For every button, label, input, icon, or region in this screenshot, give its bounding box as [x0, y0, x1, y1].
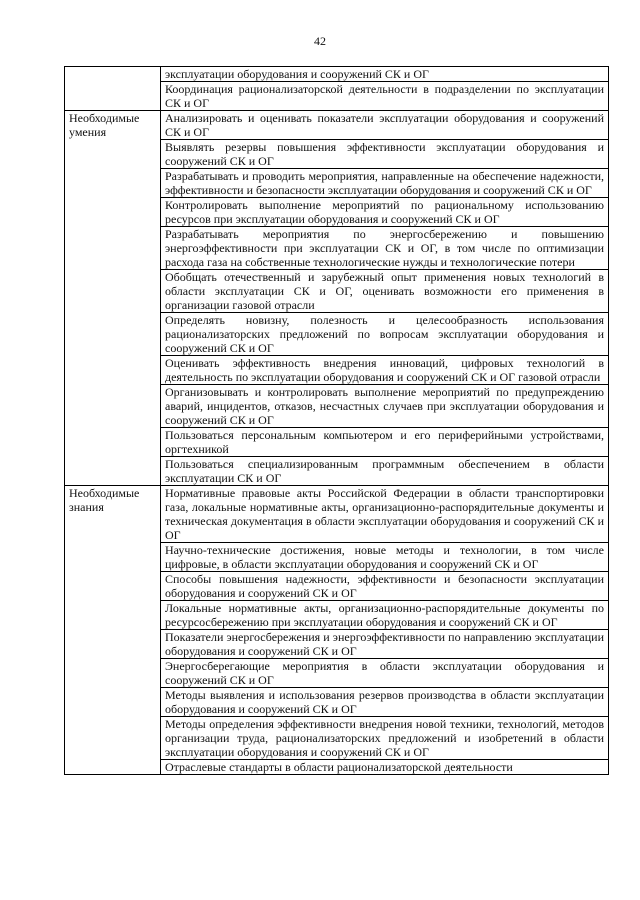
requirement-cell — [161, 572, 609, 601]
requirement-cell — [161, 385, 609, 428]
category-cell — [65, 111, 161, 486]
requirement-text: Разрабатывать и проводить мероприятия, направленные на обеспечение надежности, эффективности и безопасности эксплуатации оборудования и сооружений СК и ОГ — [165, 169, 604, 197]
requirement-text: Методы выявления и использования резервов производства в области эксплуатации оборудования и сооружений СК и ОГ — [165, 688, 604, 716]
requirement-text: Методы определения эффективности внедрения новой техники, технологий, методов организации труда, рационализаторских предложений и изобретений в области эксплуатации оборудования и сооружений СК и ОГ — [165, 717, 604, 759]
requirement-text: Оценивать эффективность внедрения инноваций, цифровых технологий в деятельность по эксплуатации оборудования и сооружений СК и ОГ газовой отрасли — [165, 356, 604, 384]
requirement-text: Разрабатывать мероприятия по энергосбережению и повышению энергоэффективности при эксплуатации СК и ОГ, в том числе по оптимизации расхода газа на собственные технологические нужды и технологические потери — [165, 227, 604, 269]
requirement-cell — [161, 227, 609, 270]
requirement-text: Способы повышения надежности, эффективности и безопасности эксплуатации оборудования и сооружений СК и ОГ — [165, 572, 604, 600]
requirement-cell — [161, 659, 609, 688]
requirement-text: Контролировать выполнение мероприятий по рациональному использованию ресурсов при эксплуатации оборудования и сооружений СК и ОГ — [165, 198, 604, 226]
requirement-text: Локальные нормативные акты, организационно-распорядительные документы по ресурсосбережению при эксплуатации оборудования и сооружений СК и ОГ — [165, 601, 604, 629]
requirement-text: Организовывать и контролировать выполнение мероприятий по предупреждению аварий, инцидентов, отказов, несчастных случаев при эксплуатации оборудования и сооружений СК и ОГ — [165, 385, 604, 427]
requirement-text: Выявлять резервы повышения эффективности эксплуатации оборудования и сооружений СК и ОГ — [165, 140, 604, 168]
table-row — [65, 111, 609, 140]
requirement-text: Отраслевые стандарты в области рационализаторской деятельности — [165, 760, 513, 774]
table-row — [65, 67, 609, 82]
category-label: Необходимые умения — [69, 111, 140, 139]
requirement-cell — [161, 67, 609, 82]
requirement-cell — [161, 140, 609, 169]
table-row — [65, 486, 609, 543]
requirement-text: Обобщать отечественный и зарубежный опыт применения новых технологий в области эксплуатации СК и ОГ, оценивать возможности его применения в организации газовой отрасли — [165, 270, 604, 312]
requirement-text: Координация рационализаторской деятельности в подразделении по эксплуатации СК и ОГ — [165, 82, 604, 110]
requirement-cell — [161, 688, 609, 717]
requirement-cell — [161, 270, 609, 313]
requirement-text: Пользоваться специализированным программным обеспечением в области эксплуатации СК и ОГ — [165, 457, 604, 485]
requirement-cell — [161, 428, 609, 457]
requirement-cell — [161, 82, 609, 111]
category-cell — [65, 486, 161, 775]
category-cell — [65, 67, 161, 111]
requirement-cell — [161, 486, 609, 543]
requirement-text: Анализировать и оценивать показатели эксплуатации оборудования и сооружений СК и ОГ — [165, 111, 604, 139]
requirement-cell — [161, 169, 609, 198]
requirement-cell — [161, 198, 609, 227]
requirement-cell — [161, 457, 609, 486]
requirement-cell — [161, 760, 609, 775]
requirement-text: Определять новизну, полезность и целесообразность использования рационализаторских предложений по вопросам эксплуатации оборудования и сооружений СК и ОГ — [165, 313, 604, 355]
requirement-cell — [161, 630, 609, 659]
requirement-cell — [161, 543, 609, 572]
competency-table — [64, 66, 609, 775]
requirement-text: Показатели энергосбережения и энергоэффективности по направлению эксплуатации оборудования и сооружений СК и ОГ — [165, 630, 604, 658]
requirement-cell — [161, 313, 609, 356]
requirement-text: Пользоваться персональным компьютером и его периферийными устройствами, оргтехникой — [165, 428, 604, 456]
requirement-text: Нормативные правовые акты Российской Федерации в области транспортировки газа, локальные нормативные акты, организационно-распорядительные документы и техническая документация в области эксплуатации оборудования и сооружений СК и ОГ — [165, 486, 604, 542]
category-label: Необходимые знания — [69, 486, 140, 514]
requirement-cell — [161, 601, 609, 630]
requirement-text: Энергосберегающие мероприятия в области эксплуатации оборудования и сооружений СК и ОГ — [165, 659, 604, 687]
requirement-text: эксплуатации оборудования и сооружений СК и ОГ — [165, 67, 429, 81]
page-number: 42 — [314, 34, 326, 48]
requirement-cell — [161, 717, 609, 760]
requirement-cell — [161, 356, 609, 385]
requirement-cell — [161, 111, 609, 140]
competency-table-body — [65, 67, 609, 775]
requirement-text: Научно-технические достижения, новые методы и технологии, в том числе цифровые, в области эксплуатации оборудования и сооружений СК и ОГ — [165, 543, 604, 571]
